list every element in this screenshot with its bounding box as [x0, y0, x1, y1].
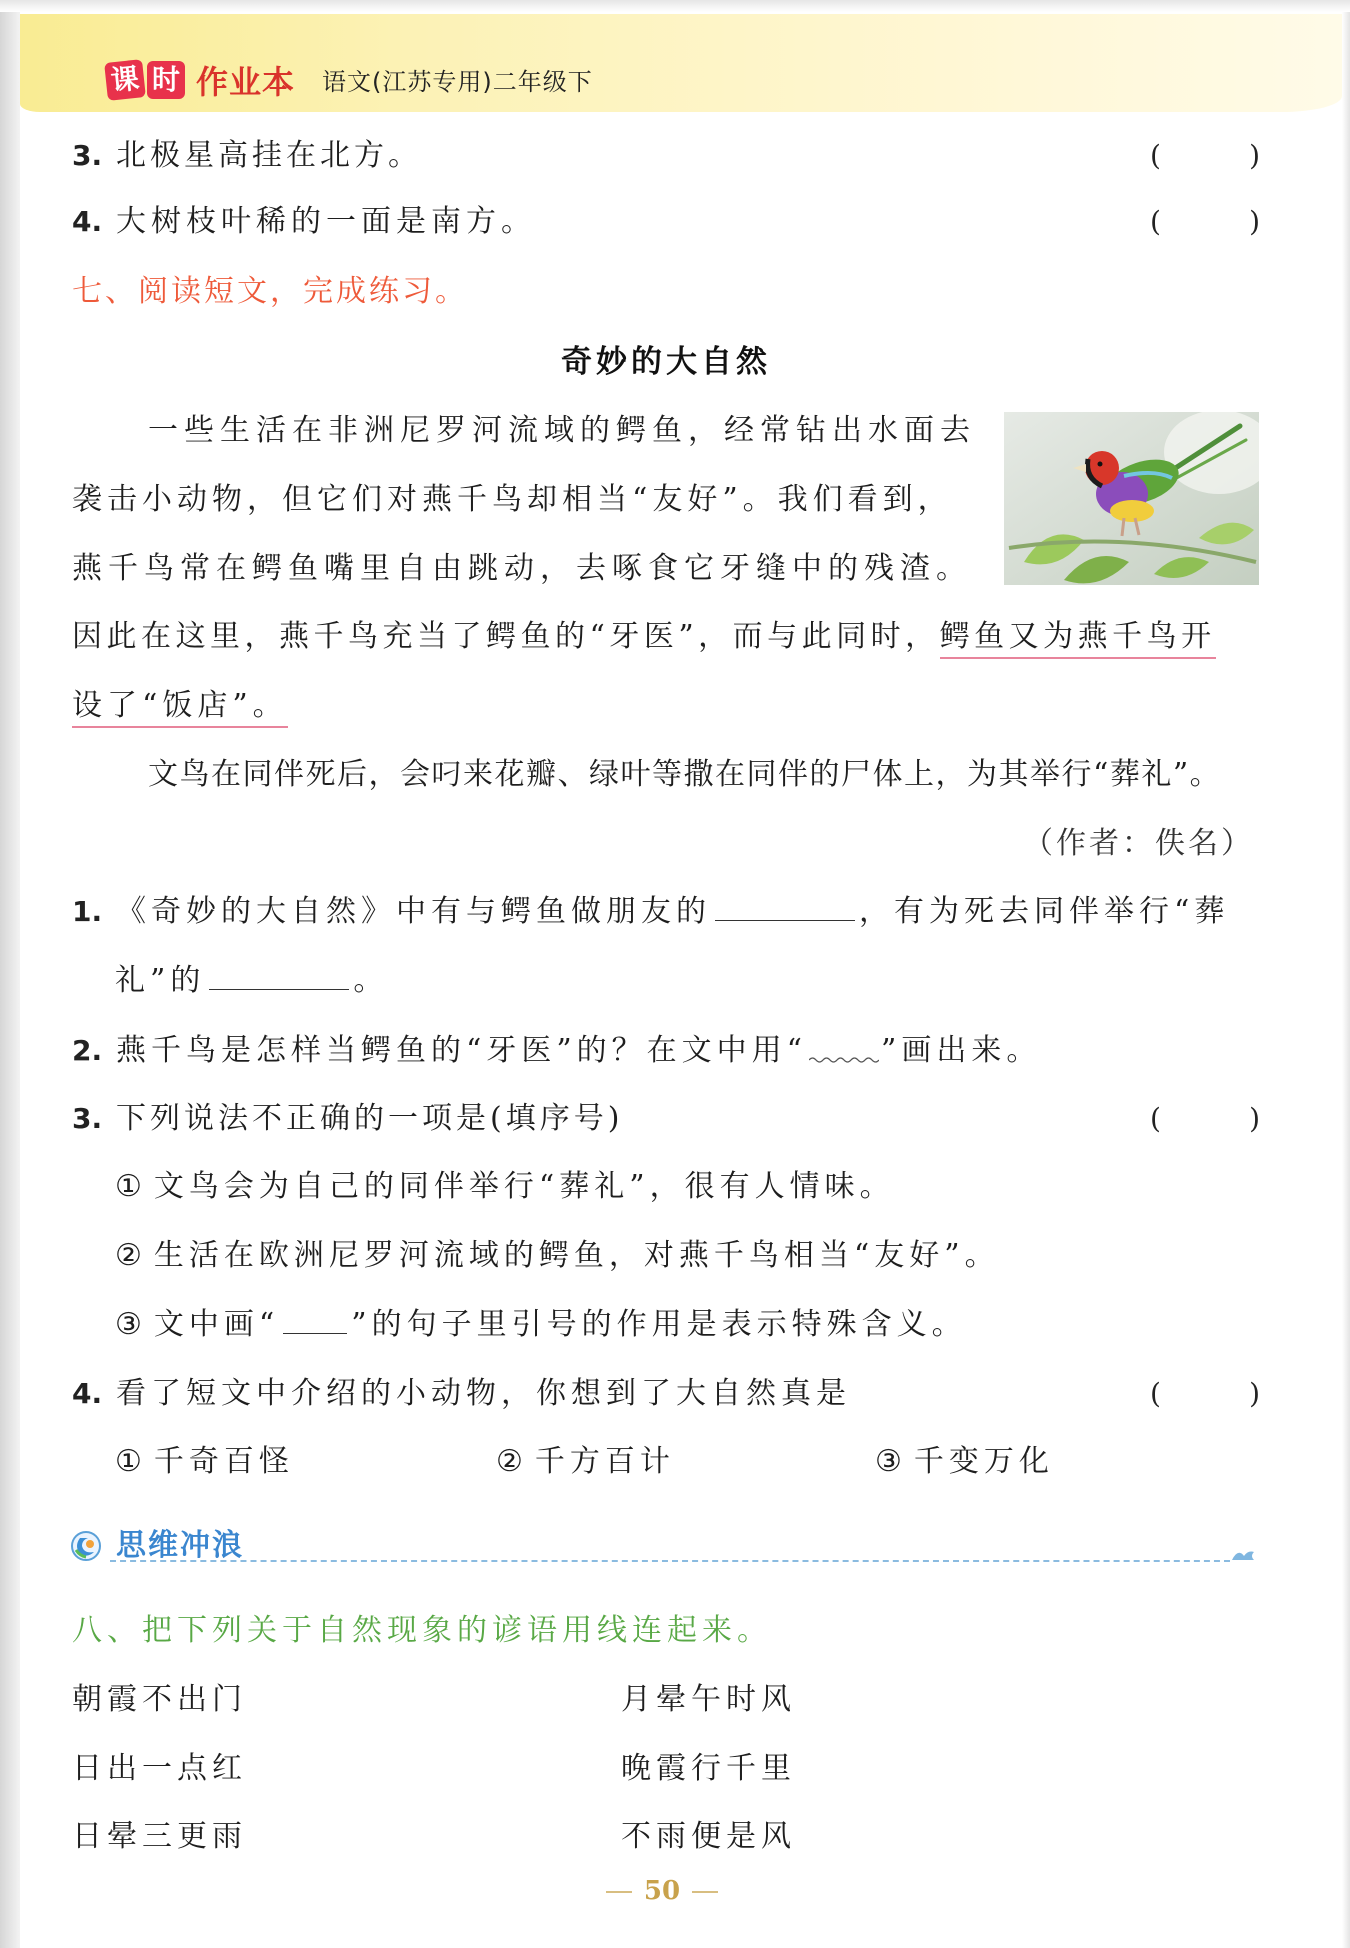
- bracket-close: ): [1249, 1102, 1260, 1135]
- item-text: 北极星高挂在北方。: [116, 138, 422, 173]
- underline-mark-sample: [283, 1305, 347, 1334]
- answer-blank-2: [209, 961, 349, 990]
- option-marker: ①: [115, 1169, 142, 1204]
- proverb-right-2: 晚霞行千里: [621, 1751, 796, 1786]
- page-number: 50: [643, 1876, 681, 1906]
- question-4-options: [0, 1442, 1350, 1482]
- page-number-footer: [0, 1871, 1324, 1911]
- question-4: [72, 1374, 851, 1414]
- question-2-text-a: 燕千鸟是怎样当鳄鱼的“牙医”的？在文中用“: [116, 1033, 808, 1068]
- item-number: 3.: [72, 139, 103, 172]
- question-3: [72, 1099, 623, 1139]
- passage-line-2: 袭击小动物，但它们对燕千鸟却相当“友好”。我们看到，: [72, 482, 953, 517]
- wavy-line-mark: [809, 1030, 879, 1060]
- proverb-right-3: 不雨便是风: [621, 1819, 796, 1854]
- answer-bracket: [1150, 202, 1260, 242]
- bird-photo: [1004, 412, 1259, 585]
- option-text: 生活在欧洲尼罗河流域的鳄鱼，对燕千鸟相当“友好”。: [153, 1238, 1000, 1273]
- passage-line-3: 燕千鸟常在鳄鱼嘴里自由跳动，去啄食它牙缝中的残渣。: [72, 551, 972, 586]
- answer-bracket: [1150, 1099, 1260, 1139]
- proverb-right-1: 月晕午时风: [621, 1682, 796, 1717]
- option-text: 文鸟会为自己的同伴举行“葬礼”，很有人情味。: [153, 1169, 895, 1204]
- proverb-left-2: 日出一点红: [72, 1751, 247, 1786]
- logo-badge-ke: 课: [104, 59, 146, 101]
- question-number: 1.: [72, 895, 103, 928]
- question-number: 4.: [72, 1377, 103, 1410]
- scan-edge-left: [0, 0, 20, 1948]
- bracket-close: ): [1249, 1377, 1260, 1410]
- question-number: 2.: [72, 1034, 103, 1067]
- bracket-open: (: [1150, 139, 1161, 172]
- answer-bracket: [1150, 136, 1260, 176]
- question-2: [72, 1030, 1041, 1070]
- question-4-option-2: [496, 1442, 675, 1482]
- bracket-close: ): [1249, 205, 1260, 238]
- question-3-option-3: [115, 1305, 967, 1345]
- question-3-option-2: [115, 1236, 1000, 1276]
- option-marker: ②: [115, 1238, 142, 1273]
- option-marker: ②: [496, 1444, 523, 1479]
- question-1-text-a: 《奇妙的大自然》中有与鳄鱼做朋友的: [116, 894, 711, 929]
- question-3-text: 下列说法不正确的一项是(填序号): [116, 1101, 624, 1136]
- passage-line-1: 一些生活在非洲尼罗河流域的鳄鱼，经常钻出水面去: [148, 413, 976, 448]
- option-text: 千奇百怪: [153, 1444, 294, 1479]
- bird-illustration: [1004, 412, 1259, 585]
- scan-edge-right: [1342, 0, 1350, 1948]
- proverb-left-1: 朝霞不出门: [72, 1682, 247, 1717]
- passage-line-5: [72, 686, 288, 726]
- dashed-divider: [110, 1560, 1230, 1562]
- option-marker: ③: [115, 1307, 142, 1342]
- item-text: 大树枝叶稀的一面是南方。: [116, 204, 536, 239]
- answer-blank-1: [715, 892, 855, 921]
- option-text: 千方百计: [534, 1444, 675, 1479]
- item-number: 4.: [72, 205, 103, 238]
- proverb-left-3: 日晕三更雨: [72, 1819, 247, 1854]
- underlined-sentence-part-2: 设了“饭店”。: [72, 688, 288, 728]
- swirl-icon: [70, 1530, 102, 1562]
- passage-paragraph-2: 文鸟在同伴死后，会叼来花瓣、绿叶等撒在同伴的尸体上，为其举行“葬礼”。: [148, 757, 1222, 792]
- bracket-open: (: [1150, 1102, 1161, 1135]
- scan-edge-top: [0, 0, 1350, 12]
- option-text-b: ”的句子里引号的作用是表示特殊含义。: [351, 1307, 967, 1342]
- option-text-a: 文中画“: [153, 1307, 280, 1342]
- wave-icon: [1230, 1546, 1256, 1562]
- series-logo: [106, 58, 295, 102]
- question-1-text-d: 。: [353, 963, 389, 998]
- question-1-text-c: 礼”的: [115, 963, 206, 998]
- question-2-text-b: ”画出来。: [881, 1033, 1042, 1068]
- question-4-text: 看了短文中介绍的小动物，你想到了大自然真是: [116, 1376, 851, 1411]
- section8-heading: 八、把下列关于自然现象的谚语用线连起来。: [72, 1613, 772, 1648]
- logo-badge-shi: 时: [147, 61, 185, 99]
- page-number-dash-right: [692, 1891, 718, 1893]
- passage-title: 奇妙的大自然: [561, 344, 771, 380]
- underlined-sentence-part-1: 鳄鱼又为燕千鸟开: [940, 619, 1216, 659]
- bracket-open: (: [1150, 205, 1161, 238]
- question-number: 3.: [72, 1102, 103, 1135]
- option-text: 千变万化: [913, 1444, 1054, 1479]
- bracket-close: ): [1249, 139, 1260, 172]
- logo-text: 作业本: [196, 63, 296, 101]
- question-1-line-2: [115, 961, 388, 1001]
- question-1-line-1: [72, 892, 1229, 932]
- thinking-section-label: 思维冲浪: [116, 1528, 244, 1563]
- question-1-text-b: ，有为死去同伴举行“葬: [859, 894, 1230, 929]
- bracket-open: (: [1150, 1377, 1161, 1410]
- section6-item-3: [72, 136, 422, 176]
- question-4-option-1: [115, 1442, 294, 1482]
- book-subtitle: 语文(江苏专用)二年级下: [322, 68, 593, 96]
- page-number-dash-left: [606, 1891, 632, 1893]
- question-3-option-1: [115, 1167, 895, 1207]
- question-4-option-3: [875, 1442, 1054, 1482]
- section7-heading: 七、阅读短文，完成练习。: [72, 274, 468, 309]
- option-marker: ①: [115, 1444, 142, 1479]
- section6-item-4: [72, 202, 536, 242]
- passage-line-4-plain: 因此在这里，燕千鸟充当了鳄鱼的“牙医”，而与此同时，: [72, 619, 940, 654]
- option-marker: ③: [875, 1444, 902, 1479]
- passage-line-4: [72, 617, 1216, 657]
- passage-author: （作者：佚名）: [1023, 826, 1254, 861]
- answer-bracket: [1150, 1374, 1260, 1414]
